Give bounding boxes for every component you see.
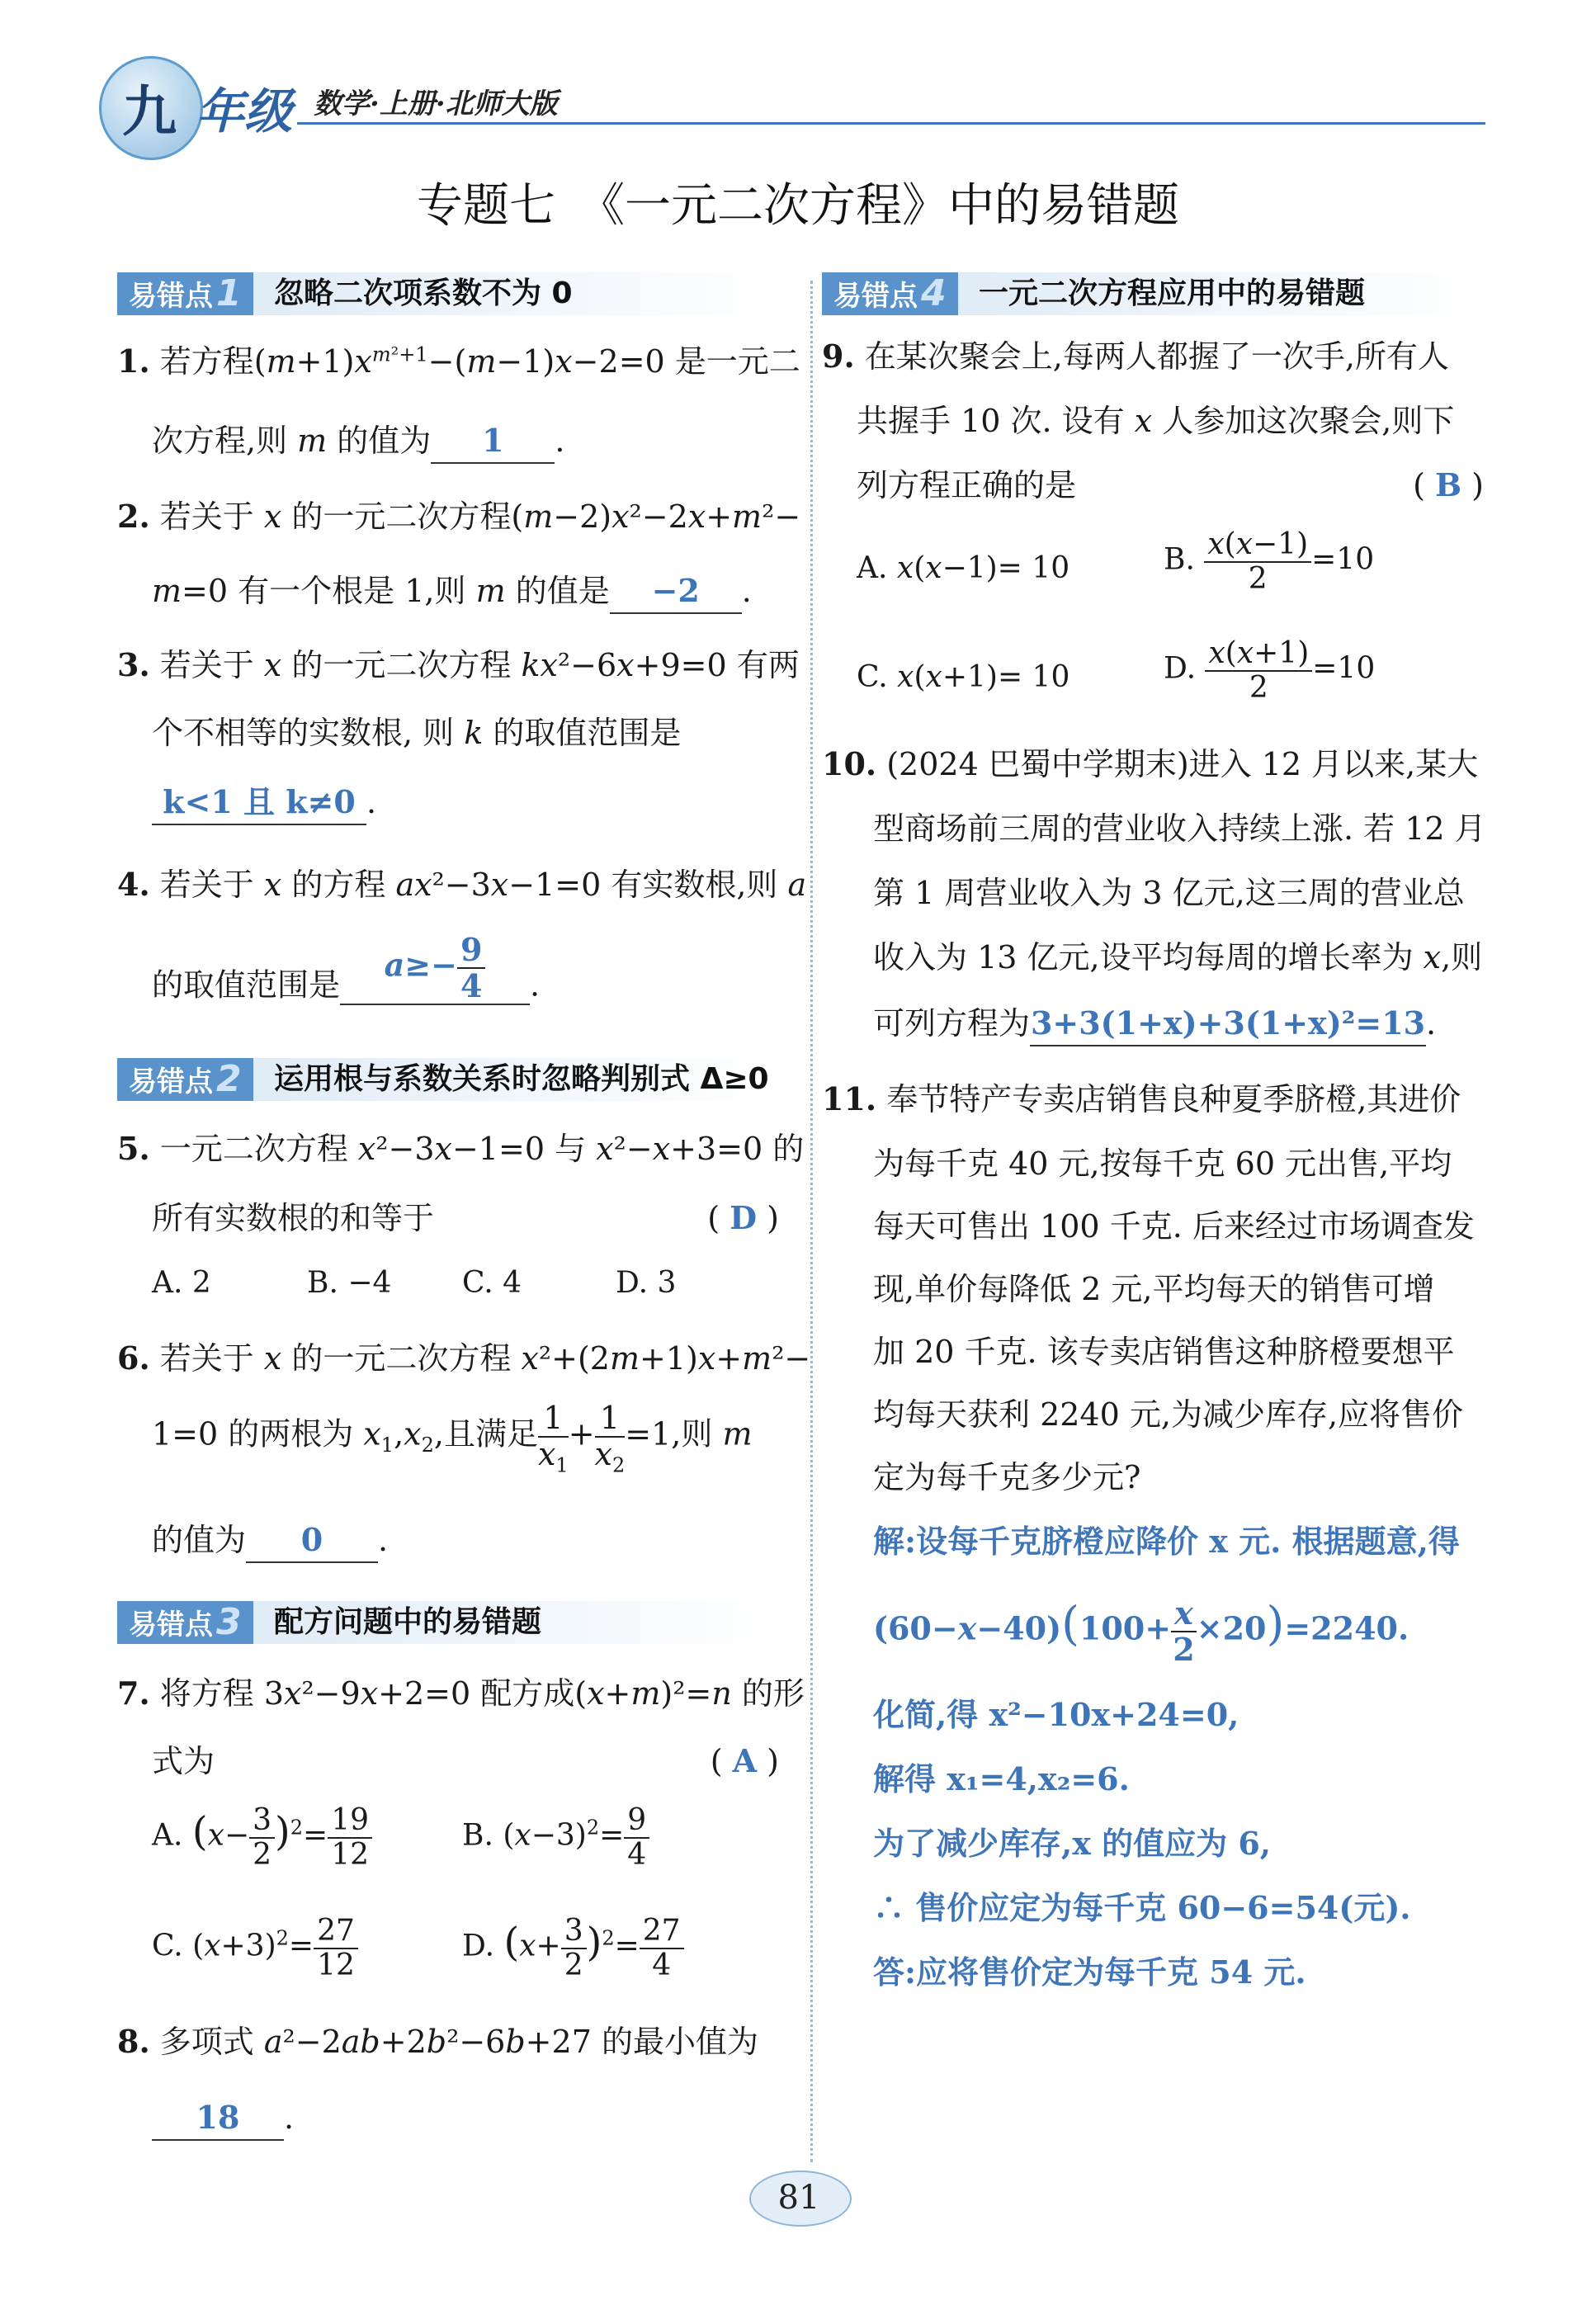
section-banner-2 (117, 1058, 777, 1101)
question-7: 7. 将方程 3x²−9x+2=0 配方成(x+m)²=n 的形 (117, 1675, 805, 1712)
section-title: 运用根与系数关系时忽略判别式 Δ≥0 (274, 1062, 769, 1096)
section-badge: 易错点4 (822, 272, 958, 315)
column-divider (810, 281, 813, 2162)
question-1: 1. 若方程$(m+1)x^{m^2+1}-(m-1)x-2=0$ 是一元二 (117, 342, 800, 380)
question-10-line2: 型商场前三周的营业收入持续上涨. 若 12 月 (873, 810, 1486, 847)
option-d: D. $\frac{x(x+1)}{2}$ =10 (1164, 636, 1376, 705)
choice-answer: D (730, 1199, 758, 1236)
answer-blank: 18 (152, 2096, 284, 2141)
question-9-line3: 列方程正确的是 ( B ) (857, 466, 1484, 503)
question-6: 6. 若关于 x 的一元二次方程 x²+(2m+1)x+m²− (117, 1339, 811, 1377)
question-10-line3: 第 1 周营业收入为 3 亿元,这三周的营业总 (873, 875, 1465, 911)
question-6-line2: 1=0 的两根为 $x_1,x_2$,且满足 $\frac{1}{x_1}$ + $\frac{1}{x_2}$ =1,则 m (152, 1400, 753, 1477)
question-10-line4: 收入为 13 亿元,设平均每周的增长率为 x,则 (873, 939, 1483, 975)
question-10-line5: 可列方程为3+3(1+x)+3(1+x)²=13. (873, 1002, 1436, 1046)
option-c: C. x(x+1)= 10 (857, 660, 1070, 694)
section-badge: 易错点1 (117, 272, 253, 315)
question-7-line2: 式为 ( A ) (152, 1742, 779, 1779)
section-banner-1 (117, 272, 777, 315)
solution-line-1: 解:设每千克脐橙应降价 x 元. 根据题意,得 (873, 1523, 1460, 1560)
question-11-line6: 均每天获利 2240 元,为减少库存,应将售价 (873, 1396, 1464, 1433)
answer-blank: 3+3(1+x)+3(1+x)²=13 (1030, 1002, 1426, 1046)
page-number: 81 (777, 2179, 820, 2217)
solution-line-6: ∴ 售价应定为每千克 60−6=54(元). (873, 1889, 1411, 1926)
section-title: 一元二次方程应用中的易错题 (979, 276, 1366, 310)
question-5-line2: 所有实数根的和等于 ( D ) (152, 1199, 779, 1236)
solution-line-7: 答:应将售价定为每千克 54 元. (873, 1953, 1306, 1991)
solution-line-2: (60−x−40)(100+ $\frac{x}{2}$ ×20)=2240. (873, 1594, 1409, 1668)
option-b: B. $\frac{x(x-1)}{2}$ =10 (1164, 527, 1375, 596)
solution-line-4: 解得 x₁=4,x₂=6. (873, 1760, 1130, 1797)
question-11-line3: 每天可售出 100 千克. 后来经过市场调查发 (873, 1208, 1475, 1245)
question-5: 5. 一元二次方程 x²−3x−1=0 与 x²−x+3=0 的 (117, 1130, 805, 1167)
page-title: 专题七 《一元二次方程》中的易错题 (417, 179, 1179, 233)
option-c: C. $(x+3)^2=$ $\frac{27}{12}$ (152, 1915, 358, 1982)
section-badge: 易错点3 (117, 1601, 253, 1644)
section-title: 忽略二次项系数不为 0 (274, 276, 573, 310)
option-a: A. x(x−1)= 10 (857, 551, 1070, 585)
question-8: 8. 多项式 a²−2ab+2b²−6b+27 的最小值为 (117, 2023, 758, 2060)
question-8-line2: 18 . (152, 2096, 294, 2141)
option-c: C. 4 (462, 1266, 522, 1300)
question-6-line3: 的值为 0 . (152, 1519, 388, 1563)
answer-blank: −2 (610, 569, 742, 614)
answer-blank: a≥− $\frac{9}{4}$ (340, 933, 530, 1005)
section-banner-4 (822, 272, 1482, 315)
book-title: 数学·上册·北师大版 (314, 87, 558, 120)
question-source: (2024 巴蜀中学期末) (886, 746, 1189, 782)
option-a: A. (x− $\frac{3}{2}$ )$^2$= $\frac{19}{12}$ (152, 1804, 372, 1871)
question-4-line2: 的取值范围是a≥− $\frac{9}{4}$ . (152, 931, 541, 1004)
choice-answer: A (732, 1742, 758, 1779)
choice-answer: B (1434, 466, 1462, 503)
question-10: 10. (2024 巴蜀中学期末)进入 12 月以来,某大 (822, 745, 1479, 782)
question-9: 9. 在某次聚会上,每两人都握了一次手,所有人 (822, 338, 1449, 375)
question-11: 11. 奉节特产专卖店销售良种夏季脐橙,其进价 (822, 1080, 1461, 1117)
answer-blank: k<1 且 k≠0 (152, 781, 366, 825)
grade-char: 九 (122, 79, 177, 144)
grade-label: 年级 (196, 83, 293, 139)
question-2: 2. 若关于 x 的一元二次方程(m−2)x²−2x+m²− (117, 498, 801, 535)
option-b: B. −4 (307, 1266, 392, 1300)
solution-line-5: 为了减少库存,x 的值应为 6, (873, 1825, 1272, 1862)
question-11-line7: 定为每千克多少元? (873, 1459, 1141, 1495)
question-11-line5: 加 20 千克. 该专卖店销售这种脐橙要想平 (873, 1334, 1455, 1370)
section-banner-3 (117, 1601, 777, 1644)
option-d: D. 3 (616, 1266, 677, 1300)
question-11-line2: 为每千克 40 元,按每千克 60 元出售,平均 (873, 1145, 1452, 1182)
question-3-line3: k<1 且 k≠0 . (152, 781, 376, 825)
question-3: 3. 若关于 x 的一元二次方程 kx²−6x+9=0 有两 (117, 646, 800, 683)
question-3-line2: 个不相等的实数根, 则 k 的取值范围是 (152, 715, 682, 751)
option-d: D. (x+ $\frac{3}{2}$ )$^2$= $\frac{27}{4}$ (462, 1915, 684, 1982)
question-9-line2: 共握手 10 次. 设有 x 人参加这次聚会,则下 (857, 403, 1455, 439)
question-11-line4: 现,单价每降低 2 元,平均每天的销售可增 (873, 1271, 1435, 1307)
question-4: 4. 若关于 x 的方程 ax²−3x−1=0 有实数根,则 a (117, 866, 807, 903)
header-rule (297, 122, 1485, 125)
solution-line-3: 化简,得 x²−10x+24=0, (873, 1696, 1239, 1733)
answer-blank: 0 (246, 1519, 378, 1563)
answer-blank: 1 (431, 419, 555, 464)
option-b: B. $(x-3)^2=$ $\frac{9}{4}$ (462, 1804, 649, 1871)
option-a: A. 2 (152, 1266, 211, 1300)
section-title: 配方问题中的易错题 (274, 1605, 542, 1639)
question-2-line2: m=0 有一个根是 1,则 m 的值是 −2 . (152, 569, 752, 614)
question-1-line2: 次方程,则 m 的值为 1 . (152, 419, 564, 464)
section-badge: 易错点2 (117, 1058, 253, 1101)
